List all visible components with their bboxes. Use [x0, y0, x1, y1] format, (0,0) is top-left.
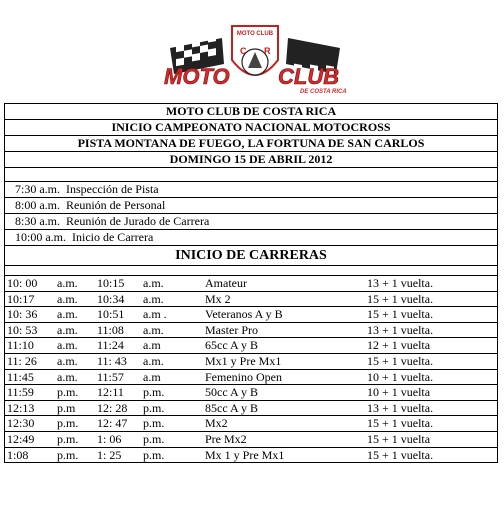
race-category: Mx 2 [205, 291, 231, 306]
race-laps: 10 + 1 vuelta [367, 385, 431, 400]
table-row [5, 353, 498, 369]
race-start-period: a.m. [57, 369, 78, 384]
race-start-time: 12:30 [7, 416, 35, 431]
race-start-period: a.m. [57, 291, 78, 306]
race-start-time: 11:10 [7, 338, 34, 353]
table-row [5, 447, 498, 463]
race-laps: 10 + 1 vuelta. [367, 369, 434, 384]
race-category: Mx 1 y Pre Mx1 [205, 447, 285, 462]
race-end-period: a.m. [143, 322, 164, 337]
header-event: INICIO CAMPEONATO NACIONAL MOTOCROSS [5, 120, 498, 136]
race-start-period: p.m. [57, 385, 79, 400]
race-end-time: 12: 28 [97, 400, 128, 415]
race-end-period: p.m. [143, 385, 165, 400]
race-end-time: 10:51 [97, 307, 125, 322]
race-end-time: 11: 43 [97, 353, 127, 368]
race-end-period: a.m. [143, 353, 164, 368]
header-date: DOMINGO 15 DE ABRIL 2012 [5, 152, 498, 168]
race-start-time: 11: 26 [7, 353, 37, 368]
race-end-time: 12:11 [97, 385, 124, 400]
table-row [5, 307, 498, 323]
schedule-item: 7:30 a.m. Inspección de Pista [5, 182, 498, 198]
race-end-time: 10:34 [97, 291, 125, 306]
moto-club-logo [160, 18, 350, 98]
logo-text-sub: DE COSTA RICA [300, 89, 347, 95]
race-category: 65cc A y B [205, 338, 258, 353]
race-start-period: a.m. [57, 276, 78, 290]
race-laps: 15 + 1 vuelta. [367, 307, 434, 322]
race-start-period: a.m. [57, 338, 78, 353]
race-end-period: a.m . [143, 307, 167, 322]
race-category: 50cc A y B [205, 385, 258, 400]
race-laps: 12 + 1 vuelta [367, 338, 431, 353]
table-row [5, 400, 498, 416]
race-laps: 15 + 1 vuelta. [367, 416, 434, 431]
race-start-time: 10: 00 [7, 276, 38, 290]
table-row [5, 276, 498, 292]
race-start-time: 12:13 [7, 400, 35, 415]
schedule-item: 8:30 a.m. Reunión de Jurado de Carrera [5, 214, 498, 230]
race-start-time: 12:49 [7, 431, 35, 446]
race-start-period: p.m. [57, 431, 79, 446]
race-end-period: p.m. [143, 447, 165, 462]
table-row [5, 369, 498, 385]
race-start-period: p.m. [57, 416, 79, 431]
header-club: MOTO CLUB DE COSTA RICA [5, 104, 498, 120]
race-end-period: a.m. [143, 276, 164, 290]
race-start-time: 1:08 [7, 447, 29, 462]
race-laps: 15 + 1 vuelta. [367, 447, 434, 462]
race-category: Mx2 [205, 416, 228, 431]
race-schedule-table [4, 103, 498, 463]
races-title: INICIO DE CARRERAS [5, 246, 498, 266]
schedule-item: 8:00 a.m. Reunión de Personal [5, 198, 498, 214]
race-start-time: 11:45 [7, 369, 34, 384]
race-category: Master Pro [205, 322, 258, 337]
table-row [5, 431, 498, 447]
svg-text:C: C [240, 46, 247, 56]
race-end-period: p.m. [143, 416, 165, 431]
race-start-time: 10: 36 [7, 307, 38, 322]
race-end-time: 1: 25 [97, 447, 122, 462]
race-laps: 13 + 1 vuelta. [367, 276, 434, 290]
race-end-period: a.m. [143, 291, 164, 306]
table-row [5, 338, 498, 354]
race-end-time: 12: 47 [97, 416, 128, 431]
race-category: Pre Mx2 [205, 431, 247, 446]
race-start-period: p.m [57, 400, 76, 415]
race-end-period: p.m. [143, 431, 165, 446]
race-start-period: p.m. [57, 447, 79, 462]
race-end-time: 11:57 [97, 369, 124, 384]
spacer-row [5, 168, 498, 182]
race-start-period: a.m. [57, 307, 78, 322]
race-laps: 13 + 1 vuelta. [367, 400, 434, 415]
race-start-period: a.m. [57, 322, 78, 337]
race-category: 85cc A y B [205, 400, 258, 415]
race-end-time: 1: 06 [97, 431, 122, 446]
table-row [5, 416, 498, 432]
table-row [5, 291, 498, 307]
table-row [5, 385, 498, 401]
race-category: Veteranos A y B [205, 307, 283, 322]
svg-text:R: R [264, 46, 271, 56]
svg-text:MOTO CLUB: MOTO CLUB [236, 31, 274, 37]
header-venue: PISTA MONTANA DE FUEGO, LA FORTUNA DE SAN CARLOS [5, 136, 498, 152]
race-end-time: 11:24 [97, 338, 124, 353]
race-start-period: a.m. [57, 353, 78, 368]
race-category: Mx1 y Pre Mx1 [205, 353, 282, 368]
spacer-row [5, 266, 498, 276]
race-end-period: a.m [143, 338, 161, 353]
race-laps: 15 + 1 vuelta [367, 431, 431, 446]
race-end-period: a.m [143, 369, 161, 384]
table-row [5, 322, 498, 338]
race-category: Amateur [205, 276, 247, 290]
race-laps: 13 + 1 vuelta. [367, 322, 434, 337]
schedule-item: 10:00 a.m. Inicio de Carrera [5, 230, 498, 246]
race-category: Femenino Open [205, 369, 282, 384]
race-end-period: p.m. [143, 400, 165, 415]
race-end-time: 11:08 [97, 322, 124, 337]
race-laps: 15 + 1 vuelta. [367, 353, 434, 368]
race-start-time: 10:17 [7, 291, 35, 306]
race-laps: 15 + 1 vuelta. [367, 291, 434, 306]
logo-text-club: CLUB [278, 64, 340, 89]
race-end-time: 10:15 [97, 276, 125, 290]
race-start-time: 10: 53 [7, 322, 38, 337]
race-start-time: 11:59 [7, 385, 34, 400]
logo-text-moto: MOTO [164, 64, 230, 89]
